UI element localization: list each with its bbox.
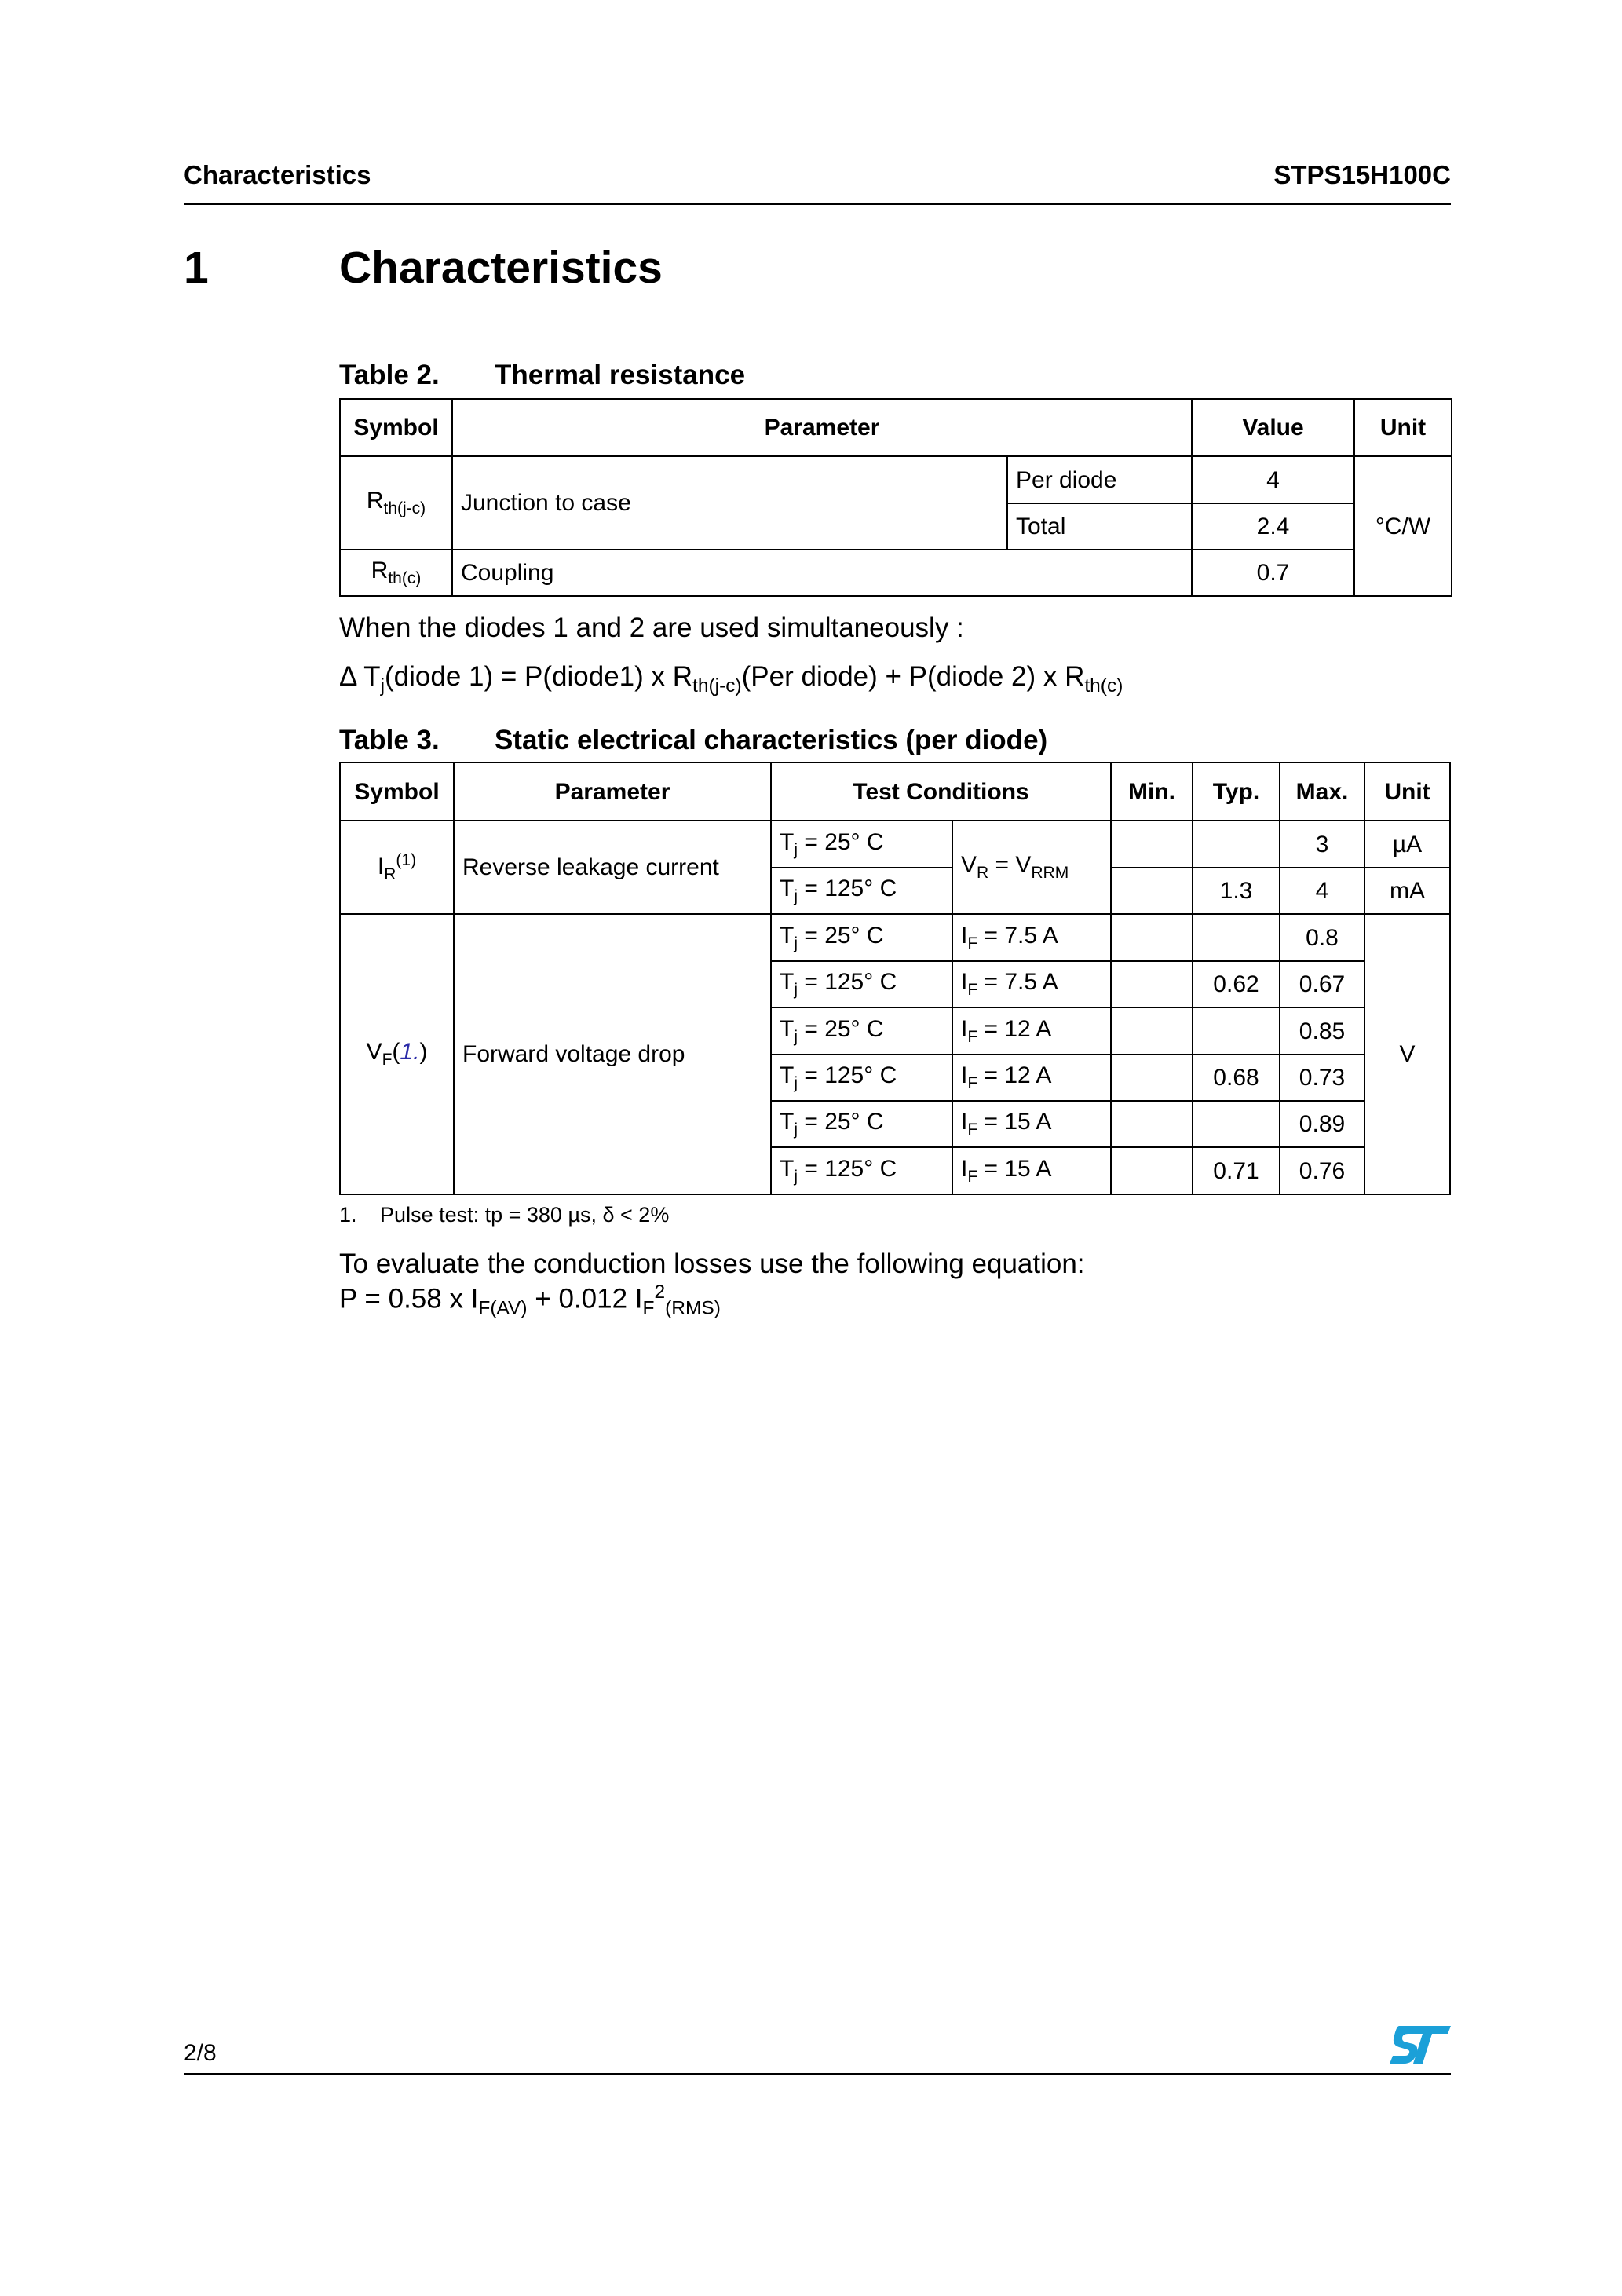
table3-header-row xyxy=(340,762,1450,821)
vf-min xyxy=(1111,1055,1193,1101)
simultaneous-use-paragraph: When the diodes 1 and 2 are used simultaneously : xyxy=(339,612,964,643)
ir-vr-condition: $V_R = V_{RRM}$ xyxy=(952,821,1111,914)
ir-typ xyxy=(1193,821,1280,868)
vf-typ: 0.62 xyxy=(1193,961,1280,1007)
vf-unit: V xyxy=(1364,914,1450,1194)
vf-max: 0.76 xyxy=(1280,1147,1364,1194)
vf-if-condition: $I_F = 7.5$ A xyxy=(952,961,1111,1007)
rthjc-value-per-diode: 4 xyxy=(1192,456,1354,503)
vf-typ xyxy=(1193,1101,1280,1147)
vf-min xyxy=(1111,1147,1193,1194)
conduction-losses-paragraph: To evaluate the conduction losses use the following equation: xyxy=(339,1249,1085,1279)
static-electrical-characteristics-table xyxy=(339,762,1451,1195)
st-logo xyxy=(1388,2024,1452,2065)
vf-max: 0.67 xyxy=(1280,961,1364,1007)
vf-if-condition: $I_F = 7.5$ A xyxy=(952,914,1111,961)
rthjc-condition-per-diode: Per diode xyxy=(1007,456,1192,503)
rthc-parameter: Coupling xyxy=(452,550,1192,596)
table3-header-min: Min. xyxy=(1111,762,1193,821)
vf-tj-condition: $T_j = 125^\circ$ C xyxy=(771,1055,952,1101)
section-title: Characteristics xyxy=(339,243,663,293)
table2-unit: °C/W xyxy=(1354,456,1452,596)
vf-min xyxy=(1111,1007,1193,1055)
table3-caption-number: Table 3. xyxy=(339,725,440,755)
vf-typ xyxy=(1193,1007,1280,1055)
vf-min xyxy=(1111,1101,1193,1147)
table2-header-symbol: Symbol xyxy=(340,399,452,456)
delta-symbol: Δ xyxy=(339,661,356,692)
vf-max: 0.73 xyxy=(1280,1055,1364,1101)
ir-typ: 1.3 xyxy=(1193,868,1280,914)
ir-symbol: $I_R^{(1)}$ xyxy=(340,821,454,914)
ir-tj-condition: $T_j = 25^\circ$ C xyxy=(771,821,952,868)
table3-header-unit: Unit xyxy=(1364,762,1450,821)
table2-caption-number: Table 2. xyxy=(339,360,440,390)
ir-min xyxy=(1111,821,1193,868)
vf-tj-condition: $T_j = 25^\circ$ C xyxy=(771,1101,952,1147)
rthc-value: 0.7 xyxy=(1192,550,1354,596)
vf-if-condition: $I_F = 12$ A xyxy=(952,1007,1111,1055)
vf-tj-condition: $T_j = 125^\circ$ C xyxy=(771,1147,952,1194)
section-number: 1 xyxy=(184,243,209,293)
table3-header-symbol: Symbol xyxy=(340,762,454,821)
vf-if-condition: $I_F = 12$ A xyxy=(952,1055,1111,1101)
table-row xyxy=(340,821,1450,868)
running-header-left: Characteristics xyxy=(184,160,371,189)
table3-header-parameter: Parameter xyxy=(454,762,771,821)
rthjc-value-total: 2.4 xyxy=(1192,503,1354,550)
thermal-equation: Δ $T_j(diode$ 1) = P(diode1) x $R_{th(j-c)}(Per$ diode) + P(diode 2) x $R_{th(c)}$ xyxy=(339,661,1123,696)
rthjc-condition-total: Total xyxy=(1007,503,1192,550)
vf-if-condition: $I_F = 15$ A xyxy=(952,1101,1111,1147)
rthc-symbol: $R_{th(c)}$ xyxy=(340,550,452,596)
table-row xyxy=(340,914,1450,961)
table2-header-row xyxy=(340,399,1452,456)
table-row xyxy=(340,456,1452,503)
footer-rule xyxy=(184,2073,1451,2075)
ir-max: 3 xyxy=(1280,821,1364,868)
vf-max: 0.89 xyxy=(1280,1101,1364,1147)
page-number: 2/8 xyxy=(184,2040,217,2066)
ir-unit: mA xyxy=(1364,868,1450,914)
conduction-losses-equation: P = 0.58 x $I_{F(AV)} + 0.012$ $I_F^2_{(RMS)}$ xyxy=(339,1281,721,1319)
vf-min xyxy=(1111,914,1193,961)
table3-caption-title: Static electrical characteristics (per diode) xyxy=(495,725,1048,755)
thermal-resistance-table xyxy=(339,398,1452,597)
footnote-reference-link[interactable]: 1. xyxy=(400,1039,420,1066)
vf-typ xyxy=(1193,914,1280,961)
st-logo-icon xyxy=(1388,2024,1452,2065)
vf-symbol: $V_F(1.)$ xyxy=(340,914,454,1194)
vf-if-condition: $I_F = 15$ A xyxy=(952,1147,1111,1194)
vf-tj-condition: $T_j = 25^\circ$ C xyxy=(771,1007,952,1055)
table2-header-value: Value xyxy=(1192,399,1354,456)
rthjc-symbol: $R_{th(j-c)}$ xyxy=(340,456,452,550)
running-header-right: STPS15H100C xyxy=(1273,160,1451,189)
ir-tj-condition: $T_j = 125^\circ$ C xyxy=(771,868,952,914)
ir-min xyxy=(1111,868,1193,914)
rthjc-parameter: Junction to case xyxy=(452,456,1007,550)
table-row xyxy=(340,550,1452,596)
vf-typ: 0.68 xyxy=(1193,1055,1280,1101)
vf-max: 0.8 xyxy=(1280,914,1364,961)
vf-parameter: Forward voltage drop xyxy=(454,914,771,1194)
vf-typ: 0.71 xyxy=(1193,1147,1280,1194)
ir-parameter: Reverse leakage current xyxy=(454,821,771,914)
table3-caption xyxy=(339,725,1438,759)
ir-max: 4 xyxy=(1280,868,1364,914)
table2-caption xyxy=(339,360,1438,394)
header-rule xyxy=(184,203,1451,205)
footnote-number: 1. xyxy=(339,1203,357,1227)
vf-min xyxy=(1111,961,1193,1007)
vf-max: 0.85 xyxy=(1280,1007,1364,1055)
footnote-text: Pulse test: tp = 380 µs, δ < 2% xyxy=(380,1203,670,1227)
table2-caption-title: Thermal resistance xyxy=(495,360,746,390)
ir-unit: µA xyxy=(1364,821,1450,868)
table2-header-unit: Unit xyxy=(1354,399,1452,456)
table2-header-parameter: Parameter xyxy=(452,399,1192,456)
table3-header-max: Max. xyxy=(1280,762,1364,821)
table3-header-test-conditions: Test Conditions xyxy=(771,762,1111,821)
table3-footnote xyxy=(339,1203,669,1227)
table3-header-typ: Typ. xyxy=(1193,762,1280,821)
vf-tj-condition: $T_j = 25^\circ$ C xyxy=(771,914,952,961)
vf-tj-condition: $T_j = 125^\circ$ C xyxy=(771,961,952,1007)
